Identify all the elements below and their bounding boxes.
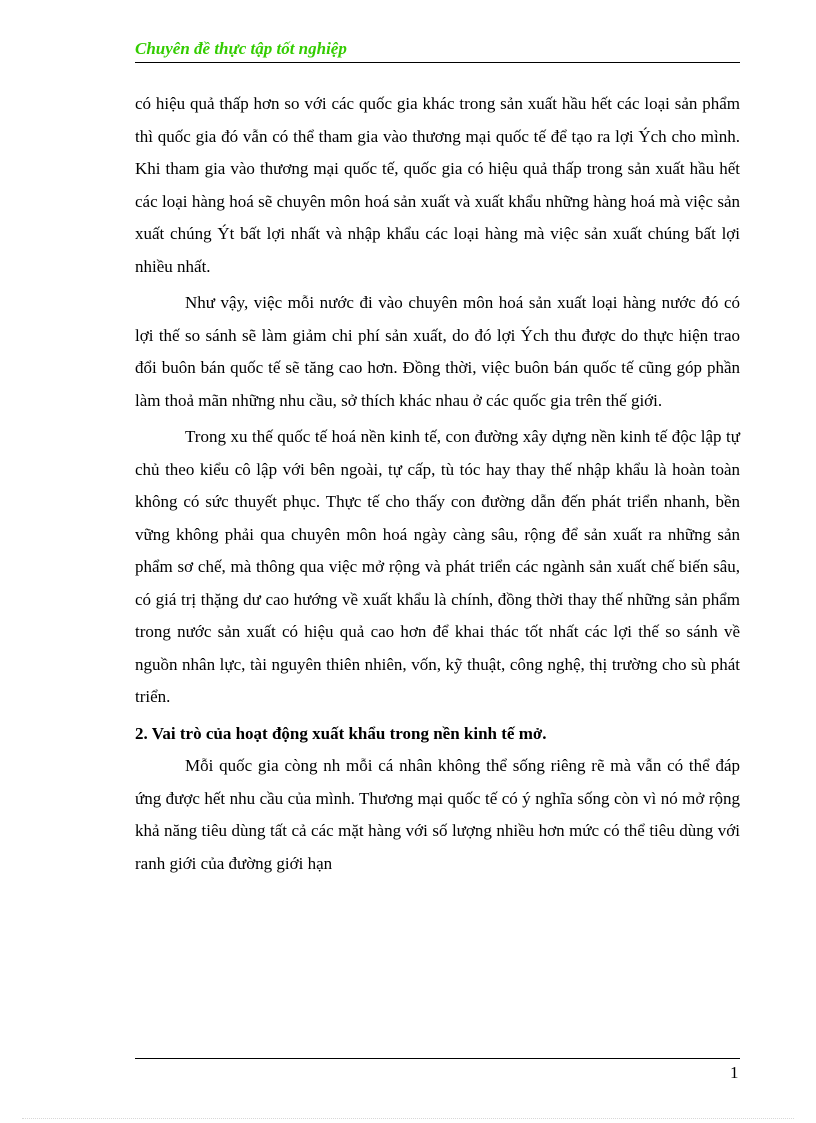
header-rule [135, 62, 740, 63]
section-paragraph: Mỗi quốc gia còng nh mỗi cá nhân không thể sống riêng rẽ mà vẫn có thể đáp ứng được hết nhu cầu của mình. Thương mại quốc tế có ý nghĩa sống còn vì nó mở rộng khả năng tiêu dùng tất cả các mặt hàng với số lượng nhiều hơn mức có thể tiêu dùng với ranh giới của đường giới hạn [135, 756, 740, 873]
header-title: Chuyên đề thực tập tốt nghiệp [135, 39, 347, 58]
paragraph-3: Trong xu thế quốc tế hoá nền kinh tế, con đường xây dựng nền kinh tế độc lập tự chủ theo kiểu cô lập với bên ngoài, tự cấp, tù tóc hay thay thế nhập khẩu là hoàn toàn không có sức thuyết phục. Thực tế cho thấy con đường dẫn đến phát triển nhanh, bền vững không phải qua chuyên môn hoá ngày càng sâu, rộng để sản xuất ra những sản phẩm sơ chế, mà thông qua việc mở rộng và phát triển các ngành sản xuất chế biến sâu, có giá trị thặng dư cao hướng về xuất khẩu là chính, đồng thời thay thế những sản phẩm trong nước sản xuất có hiệu quả cao hơn để khai thác tốt nhất các lợi thế so sánh về nguồn nhân lực, tài nguyên thiên nhiên, vốn, kỹ thuật, công nghệ, thị trường cho sù phát triển. [135, 427, 740, 706]
paragraph-2: Như vậy, việc mỗi nước đi vào chuyên môn hoá sản xuất loại hàng nước đó có lợi thế so sánh sẽ làm giảm chi phí sản xuất, do đó lợi Ých thu được do thực hiện trao đổi buôn bán quốc tế sẽ tăng cao hơn. Đồng thời, việc buôn bán quốc tế cũng góp phần làm thoả mãn những nhu cầu, sở thích khác nhau ở các quốc gia trên thế giới. [135, 293, 740, 410]
body-text [135, 88, 740, 880]
paragraph-1: có hiệu quả thấp hơn so với các quốc gia khác trong sản xuất hầu hết các loại sản phẩm thì quốc gia đó vẫn có thể tham gia vào thương mại quốc tế để tạo ra lợi Ých cho mình. Khi tham gia vào thương mại quốc tế, quốc gia có hiệu quả thấp trong sản xuất hầu hết các loại hàng hoá sẽ chuyên môn hoá sản xuất và xuất khẩu những hàng hoá mà việc sản xuất chúng Ýt bất lợi nhất và nhập khẩu các loại hàng mà việc sản xuất chúng bất lợi nhiều nhất. [135, 94, 740, 276]
page-number: 1 [730, 1063, 739, 1082]
section-heading: 2. Vai trò của hoạt động xuất khẩu trong nền kinh tế mở. [135, 723, 547, 743]
page-edge [22, 1118, 794, 1119]
footer-rule [135, 1058, 740, 1059]
